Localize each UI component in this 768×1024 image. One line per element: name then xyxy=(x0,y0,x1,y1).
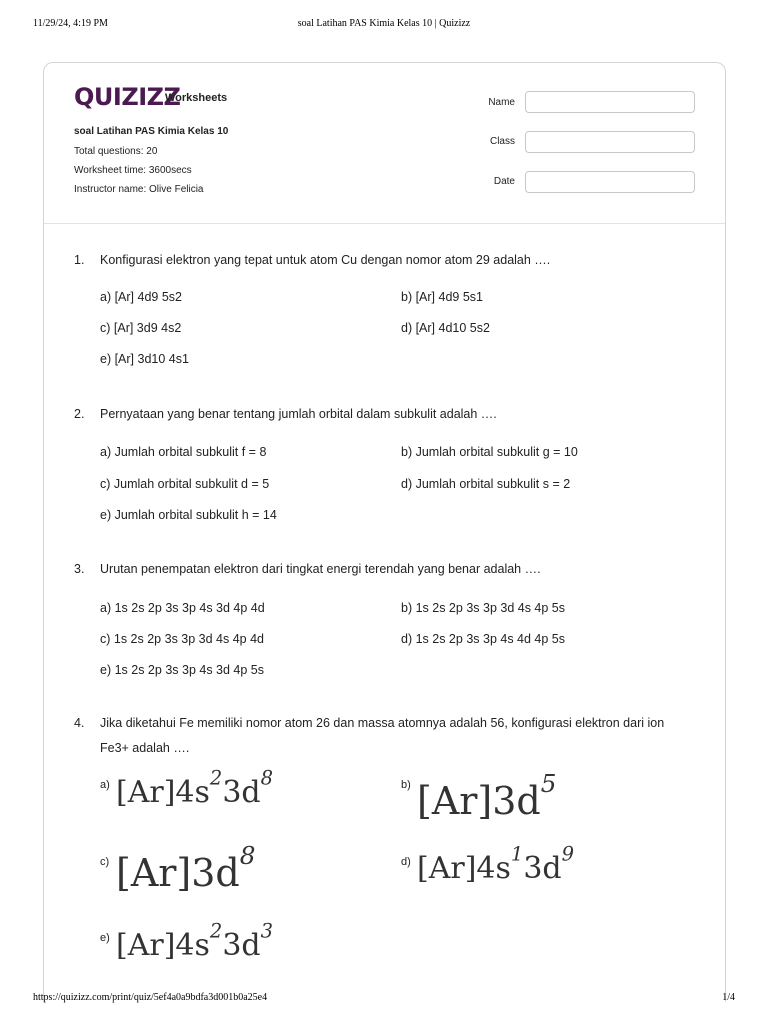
instructor-name: Instructor name: Olive Felicia xyxy=(74,184,204,195)
worksheet-time: Worksheet time: 3600secs xyxy=(74,165,192,176)
math-base: [Ar]4s xyxy=(417,851,511,886)
question-number: 3. xyxy=(74,562,85,576)
option-c[interactable]: c) 1s 2s 2p 3s 3p 3d 4s 4p 4d xyxy=(100,632,264,646)
total-questions: Total questions: 20 xyxy=(74,146,158,157)
option-b[interactable]: b) [Ar] 4d9 5s1 xyxy=(401,290,483,304)
logo-subtitle: Worksheets xyxy=(165,92,228,104)
option-c-label: c) xyxy=(100,856,110,868)
math-base: [Ar]4s xyxy=(116,928,210,963)
option-a[interactable] xyxy=(116,766,274,810)
option-a[interactable]: a) Jumlah orbital subkulit f = 8 xyxy=(100,445,267,459)
name-field[interactable] xyxy=(525,91,695,113)
option-d-label: d) xyxy=(401,856,411,868)
option-b[interactable]: b) 1s 2s 2p 3s 3p 3d 4s 4p 5s xyxy=(401,601,565,615)
question-text: Pernyataan yang benar tentang jumlah orbital dalam subkulit adalah …. xyxy=(100,407,497,421)
option-a-label: a) xyxy=(100,779,110,791)
print-header xyxy=(33,18,735,32)
math-exponent: 2 xyxy=(209,919,223,943)
option-d[interactable] xyxy=(417,842,575,886)
print-title: soal Latihan PAS Kimia Kelas 10 | Quizizz xyxy=(297,18,471,29)
question-number: 4. xyxy=(74,716,85,730)
option-b[interactable] xyxy=(417,768,557,823)
print-url: https://quizizz.com/print/quiz/5ef4a0a9bdfa3d001b0a25e4 xyxy=(33,992,268,1003)
date-label: Date xyxy=(493,176,515,187)
page-number: 1/4 xyxy=(722,992,735,1003)
option-c[interactable]: c) [Ar] 3d9 4s2 xyxy=(100,321,182,335)
date-field[interactable] xyxy=(525,171,695,193)
option-e[interactable] xyxy=(116,919,274,963)
math-exponent: 8 xyxy=(239,840,256,870)
math-exponent: 5 xyxy=(540,768,557,798)
question-text: Urutan penempatan elektron dari tingkat energi terendah yang benar adalah …. xyxy=(100,562,541,576)
math-base: [Ar]3d xyxy=(417,779,541,823)
math-exponent: 3 xyxy=(260,919,274,943)
question-number: 2. xyxy=(74,407,85,421)
option-c[interactable]: c) Jumlah orbital subkulit d = 5 xyxy=(100,477,270,491)
math-exponent: 8 xyxy=(260,766,274,790)
math-exponent: 1 xyxy=(510,842,524,866)
math-base: [Ar]4s xyxy=(116,775,210,810)
option-e[interactable]: e) 1s 2s 2p 3s 3p 4s 3d 4p 5s xyxy=(100,663,264,677)
option-a[interactable]: a) 1s 2s 2p 3s 3p 4s 3d 4p 4d xyxy=(100,601,265,615)
option-c[interactable] xyxy=(116,840,256,895)
math-exponent: 2 xyxy=(209,766,223,790)
question-text: Konfigurasi elektron yang tepat untuk atom Cu dengan nomor atom 29 adalah …. xyxy=(100,253,551,267)
question-text: Jika diketahui Fe memiliki nomor atom 26 dan massa atomnya adalah 56, konfigurasi elektron dari ion Fe3+ adalah …. xyxy=(100,716,665,755)
class-field[interactable] xyxy=(525,131,695,153)
option-e-label: e) xyxy=(100,932,110,944)
option-e[interactable]: e) Jumlah orbital subkulit h = 14 xyxy=(100,508,277,522)
math-part: 3d xyxy=(222,775,261,810)
worksheet-header xyxy=(44,63,725,224)
option-e[interactable]: e) [Ar] 3d10 4s1 xyxy=(100,352,189,366)
option-d[interactable]: d) Jumlah orbital subkulit s = 2 xyxy=(401,477,571,491)
option-d[interactable]: d) 1s 2s 2p 3s 3p 4s 4d 4p 5s xyxy=(401,632,565,646)
print-datetime: 11/29/24, 4:19 PM xyxy=(33,18,108,29)
option-d[interactable]: d) [Ar] 4d10 5s2 xyxy=(401,321,490,335)
option-a[interactable]: a) [Ar] 4d9 5s2 xyxy=(100,290,182,304)
math-part: 3d xyxy=(222,928,261,963)
name-label: Name xyxy=(488,97,515,108)
option-b-label: b) xyxy=(401,779,411,791)
class-label: Class xyxy=(489,136,515,147)
quizizz-logo: QUIZIZZ xyxy=(74,83,181,111)
math-exponent: 9 xyxy=(561,842,575,866)
question-number: 1. xyxy=(74,253,85,267)
math-base: [Ar]3d xyxy=(116,851,240,895)
math-part: 3d xyxy=(523,851,562,886)
option-b[interactable]: b) Jumlah orbital subkulit g = 10 xyxy=(401,445,578,459)
worksheet-title: soal Latihan PAS Kimia Kelas 10 xyxy=(74,126,229,137)
worksheet-card xyxy=(43,62,726,1002)
print-footer xyxy=(33,992,735,1006)
